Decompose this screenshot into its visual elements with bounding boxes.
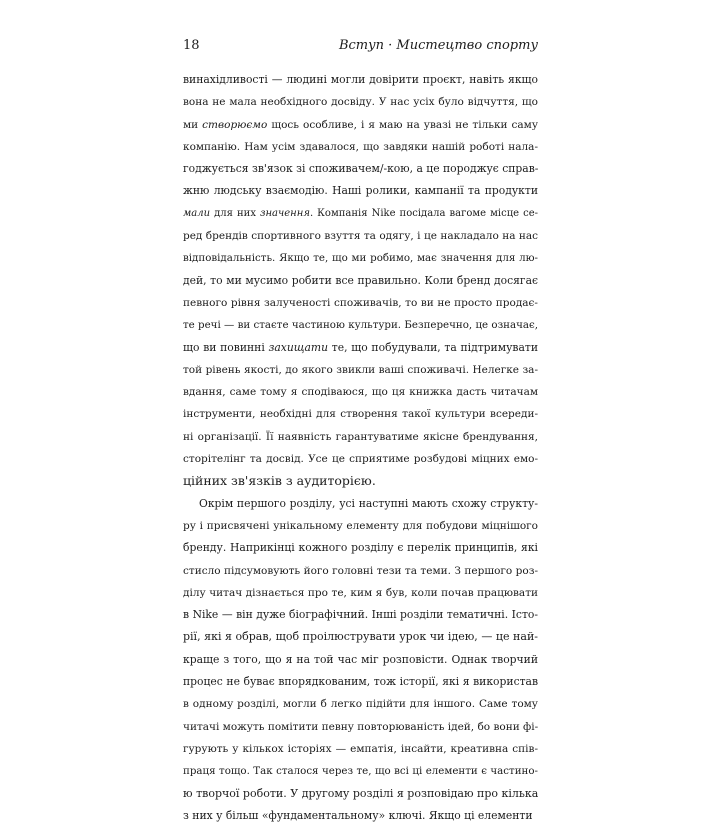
text-segment: ю творчої роботи. У другому розділі я розповідаю про кілька	[183, 786, 539, 800]
text-segment: рії, які я обрав, щоб проілюструвати урок чи ідею, — це най-	[183, 630, 538, 644]
text-line	[183, 560, 538, 582]
text-segment: читачі можуть помітити певну повторюваність ідей, бо вони фі-	[183, 720, 539, 733]
text-line	[183, 716, 538, 738]
text-segment: компанію. Нам усім здавалося, що завдяки нашій роботі нала-	[183, 140, 538, 153]
paragraph	[183, 493, 538, 827]
text-segment: ційних зв'язків з аудиторією.	[183, 473, 376, 489]
text-segment: жню людську взаємодію. Наші ролики, кампанії та продукти	[183, 184, 538, 198]
text-line	[183, 359, 538, 381]
text-segment: винахідливості — людині могли довірити проєкт, навіть якщо	[183, 73, 538, 86]
text-line	[183, 136, 538, 158]
page-header	[183, 36, 538, 56]
text-line	[183, 470, 538, 492]
text-segment: певного рівня залученості споживачів, то ви не просто продає-	[183, 296, 538, 309]
text-line	[183, 693, 538, 715]
text-segment: краще з того, що я на той час міг розповісти. Однак творчий	[183, 652, 538, 666]
text-segment: для них	[210, 207, 261, 219]
text-line	[183, 783, 538, 805]
text-line	[183, 604, 538, 626]
text-segment: вона не мала необхідного досвіду. У нас усіх було відчуття, що	[183, 96, 538, 109]
italic-text: створюємо	[202, 118, 268, 131]
text-segment: ні організації. Її наявність гарантуватиме якісне брендування,	[183, 430, 538, 443]
text-line	[183, 381, 538, 403]
text-segment: відповідальність. Якщо те, що ми робимо, має значення для лю-	[183, 252, 538, 265]
running-head: Вступ · Мистецтво спорту	[338, 38, 538, 53]
text-line	[183, 314, 538, 336]
italic-text: захищати	[268, 340, 329, 354]
text-line	[183, 337, 538, 359]
text-line	[183, 69, 538, 91]
text-line	[183, 805, 538, 827]
text-line	[183, 203, 538, 225]
text-line	[183, 225, 538, 247]
text-line	[183, 158, 538, 180]
text-segment: ред брендів спортивного взуття та одягу, і це накладало на нас	[183, 230, 538, 243]
text-segment: з них у більш «фундаментальному» ключі. Якщо ці елементи	[183, 808, 533, 822]
text-segment: стисло підсумовують його головні тези та теми. З першого роз-	[183, 564, 538, 577]
text-segment: той рівень якості, до якого звикли ваші споживачі. Нелегке за-	[183, 363, 538, 376]
italic-text: значення	[260, 207, 310, 219]
text-line	[183, 493, 538, 515]
text-segment: Окрім першого розділу, усі наступні мають схожу структу-	[199, 496, 538, 510]
text-segment: сторітелінг та досвід. Усе це сприятиме розбудові міцних емо-	[183, 453, 538, 466]
paragraph	[183, 69, 538, 493]
text-segment: те речі — ви стаєте частиною культури. Безперечно, це означає,	[183, 319, 538, 332]
text-segment: . Компанія Nike посідала вагоме місце се-	[309, 207, 538, 219]
italic-text: мали	[183, 207, 211, 219]
text-line	[183, 247, 538, 269]
text-line	[183, 760, 538, 782]
body-text	[183, 69, 538, 827]
text-segment: ділу читач дізнається про те, ким я був, коли почав працювати	[183, 586, 538, 599]
text-line	[183, 426, 538, 448]
text-segment: ми	[183, 118, 203, 131]
text-segment: щось особливе, і я маю на увазі не тільки саму	[267, 118, 538, 131]
text-line	[183, 448, 538, 470]
text-line	[183, 671, 538, 693]
text-segment: годжується зв'язок зі споживачем/-кою, а це породжує справ-	[183, 162, 539, 176]
text-line	[183, 515, 538, 537]
text-line	[183, 114, 538, 136]
text-line	[183, 270, 538, 292]
text-line	[183, 582, 538, 604]
text-line	[183, 738, 538, 760]
text-segment: дей, то ми мусимо робити все правильно. Коли бренд досягає	[183, 273, 538, 287]
text-segment: в одному розділі, могли б легко підійти для іншого. Саме тому	[183, 698, 538, 711]
text-line	[183, 403, 538, 425]
text-line	[183, 537, 538, 559]
text-segment: ру і присвячені унікальному елементу для побудови міцнішого	[183, 519, 538, 532]
text-segment: вдання, саме тому я сподіваюся, що ця книжка дасть читачам	[183, 386, 538, 399]
text-segment: що ви повинні	[183, 340, 269, 354]
text-line	[183, 649, 538, 671]
text-segment: бренду. Наприкінці кожного розділу є перелік принципів, які	[183, 541, 538, 555]
text-segment: гурують у кількох історіях — емпатія, інсайти, креативна спів-	[183, 742, 538, 755]
text-segment: в Nike — він дуже біографічний. Інші розділи тематичні. Істо-	[183, 608, 538, 622]
text-line	[183, 626, 538, 648]
text-line	[183, 91, 538, 113]
text-line	[183, 180, 538, 202]
text-segment: процес не буває впорядкованим, тож історії, які я використав	[183, 675, 538, 689]
text-line	[183, 292, 538, 314]
text-segment: праця тощо. Так сталося через те, що всі ці елементи є частино-	[183, 765, 538, 778]
page-number: 18	[183, 38, 200, 53]
text-segment: те, що побудували, та підтримувати	[328, 340, 538, 354]
text-segment: інструменти, необхідні для створення такої культури всереди-	[183, 408, 538, 421]
